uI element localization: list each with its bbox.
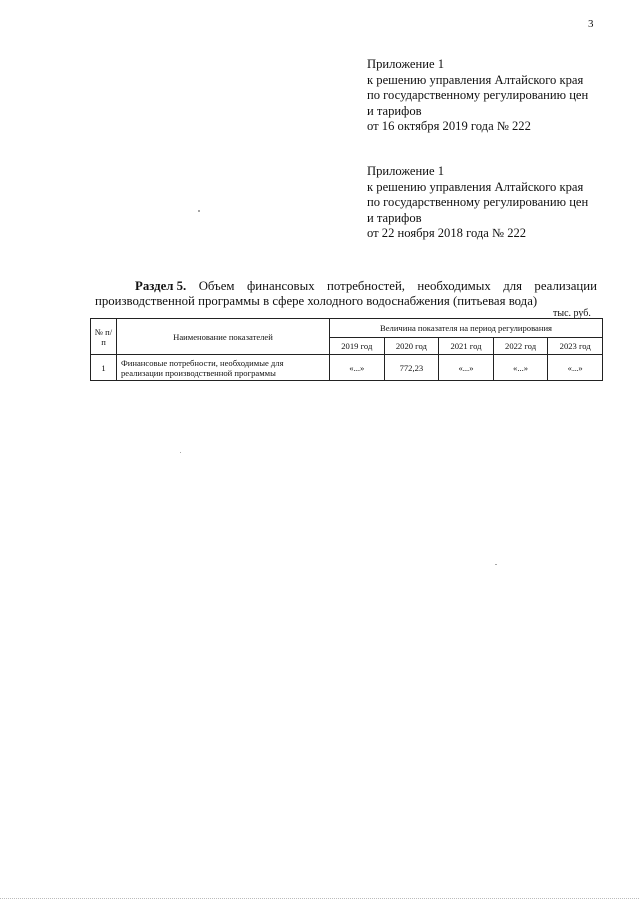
- section-word: для: [503, 279, 522, 293]
- row-value: 772,23: [384, 355, 439, 381]
- appendix-current-line: по государственному регулированию цен: [367, 88, 589, 103]
- section-word: необходимых: [417, 279, 491, 293]
- row-value: «...»: [493, 355, 548, 381]
- table-header-row: [91, 319, 603, 338]
- page-number: 3: [588, 18, 594, 30]
- header-year: 2020 год: [384, 338, 439, 355]
- section-word: Объем: [198, 279, 235, 293]
- appendix-original-line: от 22 ноября 2018 года № 222: [367, 226, 527, 241]
- table-row: [91, 355, 603, 381]
- appendix-current-line: от 16 октября 2019 года № 222: [367, 119, 531, 134]
- header-year: 2023 год: [548, 338, 603, 355]
- appendix-original-line: к решению управления Алтайского края: [367, 179, 584, 194]
- section-label: Раздел 5.: [135, 279, 187, 293]
- appendix-original-line: по государственному регулированию цен: [367, 195, 589, 210]
- header-year: 2019 год: [330, 338, 385, 355]
- header-indicator-name: Наименование показателей: [117, 319, 330, 355]
- units-label: тыс. руб.: [553, 308, 591, 319]
- section-word: финансовых: [246, 279, 315, 293]
- scan-speck: [495, 564, 497, 565]
- scan-bottom-edge: [0, 898, 639, 900]
- row-value: «...»: [548, 355, 603, 381]
- row-number: 1: [91, 355, 117, 381]
- header-year: 2022 год: [493, 338, 548, 355]
- row-indicator-name-line1: Финансовые потребности, необходимые для: [121, 357, 284, 368]
- section-heading-line1: [95, 279, 597, 294]
- header-year: 2021 год: [439, 338, 494, 355]
- appendix-current-line: Приложение 1: [367, 57, 445, 71]
- row-value: «...»: [439, 355, 494, 381]
- header-period: Величина показателя на период регулирования: [330, 319, 603, 338]
- scan-speck: [198, 210, 200, 212]
- appendix-original-line: и тарифов: [367, 210, 422, 225]
- appendix-current-block: [367, 57, 617, 135]
- appendix-original-line: Приложение 1: [367, 164, 445, 178]
- section-word: потребностей,: [327, 279, 405, 293]
- appendix-current-line: и тарифов: [367, 103, 422, 118]
- section-heading: [95, 279, 597, 309]
- row-indicator-name: [117, 355, 330, 381]
- section-word: реализации: [534, 279, 597, 293]
- row-indicator-name-line2: реализации производственной программы: [121, 367, 276, 378]
- financial-needs-table: [90, 318, 603, 381]
- header-number: № п/п: [91, 319, 117, 355]
- scan-speck: [180, 452, 181, 453]
- row-value: «...»: [330, 355, 385, 381]
- appendix-original-block: [367, 164, 617, 242]
- section-heading-line2: производственной программы в сфере холодного водоснабжения (питьевая вода): [95, 294, 538, 308]
- appendix-current-line: к решению управления Алтайского края: [367, 72, 584, 87]
